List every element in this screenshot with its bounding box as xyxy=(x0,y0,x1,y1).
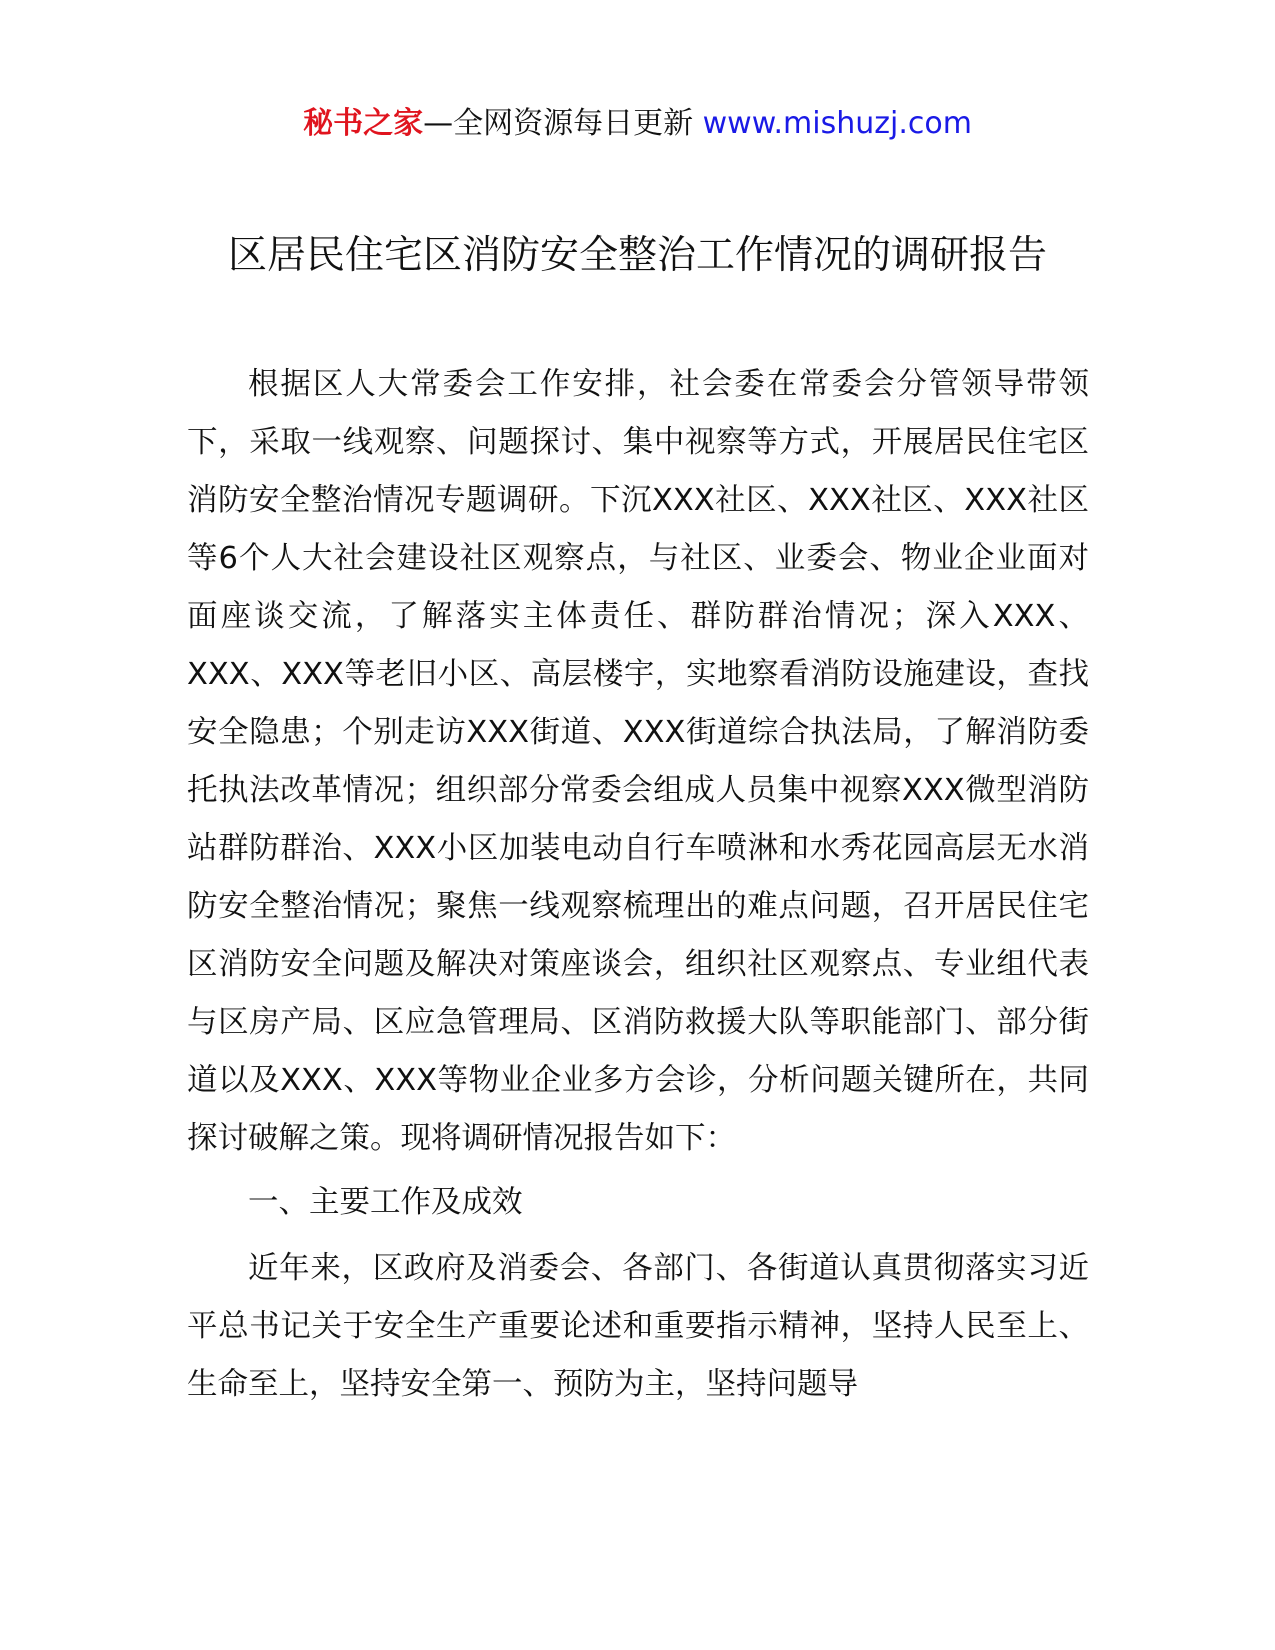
section-heading: 一、主要工作及成效 xyxy=(248,1185,523,1220)
intro-paragraph: 根据区人大常委会工作安排，社会委在常委会分管领导带领下，采取一线观察、问题探讨、集中视察等方式，开展居民住宅区消防安全整治情况专题调研。下沉XXX社区、XXX社区、XXX社区等6个人大社会建设社区观察点，与社区、业委会、物业企业面对面座谈交流，了解落实主体责任、群防群治情况；深入XXX、XXX、XXX等老旧小区、高层楼宇，实地察看消防设施建设，查找安全隐患；个别走访XXX街道、XXX街道综合执法局，了解消防委托执法改革情况；组织部分常委会组成人员集中视察XXX微型消防站群防群治、XXX小区加装电动自行车喷淋和水秀花园高层无水消防安全整治情况；聚焦一线观察梳理出的难点问题，召开居民住宅区消防安全问题及解决对策座谈会，组织社区观察点、专业组代表与区房产局、区应急管理局、区消防救援大队等职能部门、部分街道以及XXX、XXX等物业企业多方会诊，分析问题关键所在，共同探讨破解之策。现将调研情况报告如下： xyxy=(187,367,1089,1156)
header-tagline: —全网资源每日更新 xyxy=(423,106,703,141)
site-brand: 秘书之家 xyxy=(303,106,424,141)
document-body xyxy=(187,356,1089,1420)
site-url-link[interactable]: www.mishuzj.com xyxy=(702,106,972,141)
site-header xyxy=(0,104,1275,144)
document-title: 区居民住宅区消防安全整治工作情况的调研报告 xyxy=(227,233,1047,278)
section-paragraph: 近年来，区政府及消委会、各部门、各街道认真贯彻落实习近平总书记关于安全生产重要论述和重要指示精神，坚持人民至上、生命至上，坚持安全第一、预防为主，坚持问题导 xyxy=(187,1251,1089,1402)
